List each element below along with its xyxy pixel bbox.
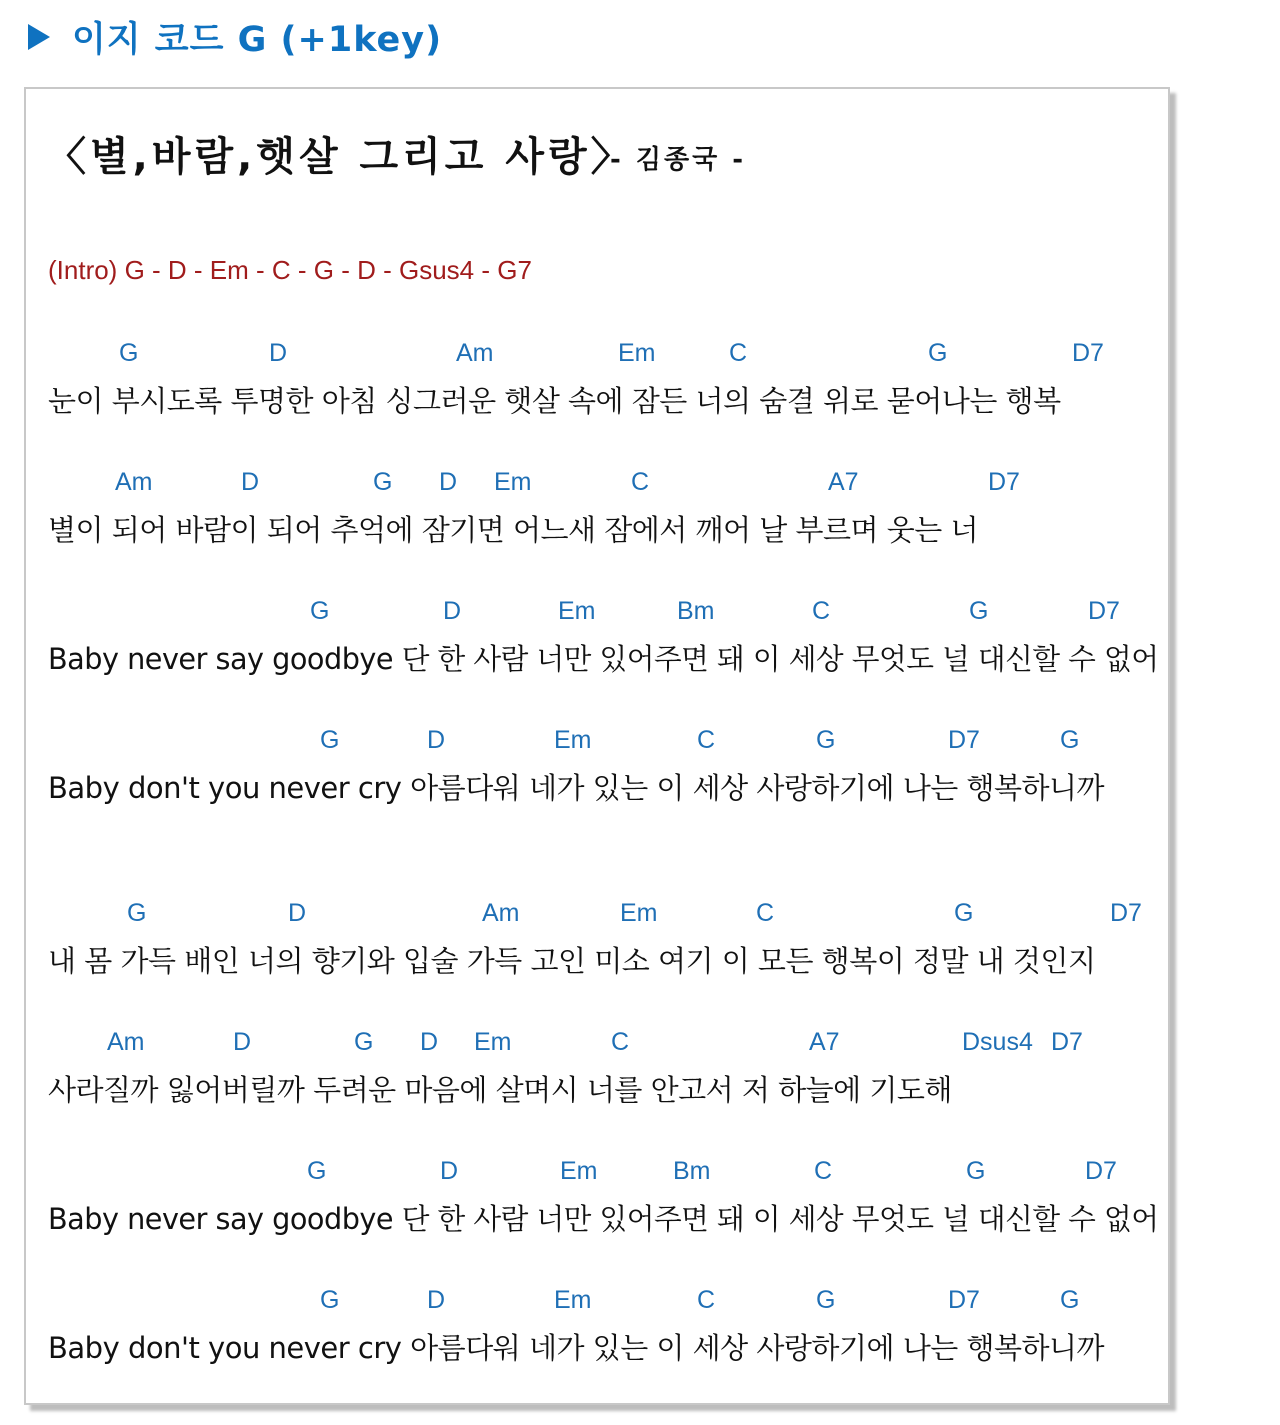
chord-sheet — [24, 87, 1170, 1405]
chord-label: D — [427, 1286, 446, 1314]
chord-label: Em — [554, 726, 592, 754]
chord-label: G — [966, 1157, 986, 1185]
section-title: 이지 코드 G (+1key) — [72, 20, 443, 60]
chord-label: D7 — [948, 1286, 980, 1314]
verse-line — [26, 468, 1168, 568]
chord-label: C — [756, 899, 775, 927]
lyric-text: 눈이 부시도록 투명한 아침 싱그러운 햇살 속에 잠든 너의 숨결 위로 묻어나는 행복 — [48, 384, 1061, 418]
chord-label: Em — [558, 597, 596, 625]
chord-label: C — [814, 1157, 833, 1185]
chord-label: D7 — [1051, 1028, 1083, 1056]
chord-label: D — [427, 726, 446, 754]
verse-line — [26, 1028, 1168, 1128]
verse-line — [26, 339, 1168, 439]
chord-label: C — [697, 726, 716, 754]
chord-label: G — [928, 339, 948, 367]
chord-label: C — [611, 1028, 630, 1056]
chord-label: Em — [494, 468, 532, 496]
chord-label: Dsus4 — [962, 1028, 1033, 1056]
chord-label: D — [269, 339, 288, 367]
chord-label: D — [233, 1028, 252, 1056]
chord-label: D — [440, 1157, 459, 1185]
intro-chords: (Intro) G - D - Em - C - G - D - Gsus4 - G7 — [48, 255, 532, 285]
lyric-text: 별이 되어 바람이 되어 추억에 잠기면 어느새 잠에서 깨어 날 부르며 웃는 너 — [48, 513, 979, 547]
chord-label: D7 — [1085, 1157, 1117, 1185]
song-artist: - 김종국 - — [610, 145, 747, 175]
chord-label: G — [320, 1286, 340, 1314]
chord-label: D — [288, 899, 307, 927]
chord-label: G — [969, 597, 989, 625]
chord-label: G — [127, 899, 147, 927]
chord-label: D7 — [948, 726, 980, 754]
lyric-text: Baby never say goodbye 단 한 사람 너만 있어주면 돼 이 세상 무엇도 널 대신할 수 없어 — [48, 642, 1159, 676]
chord-label: Em — [554, 1286, 592, 1314]
chord-label: D — [439, 468, 458, 496]
chord-label: G — [320, 726, 340, 754]
chord-label: Bm — [677, 597, 715, 625]
lyric-text: Baby don't you never cry 아름다워 네가 있는 이 세상 사랑하기에 나는 행복하니까 — [48, 771, 1105, 805]
chord-label: Em — [560, 1157, 598, 1185]
chord-label: D — [443, 597, 462, 625]
chord-label: A7 — [809, 1028, 840, 1056]
section-header — [28, 12, 442, 62]
chord-label: D7 — [988, 468, 1020, 496]
chord-label: Am — [115, 468, 153, 496]
chord-label: D7 — [1088, 597, 1120, 625]
lyric-text: 사라질까 잃어버릴까 두려운 마음에 살며시 너를 안고서 저 하늘에 기도해 — [48, 1073, 952, 1107]
chord-label: Em — [620, 899, 658, 927]
verse-line — [26, 1286, 1168, 1386]
chord-label: C — [631, 468, 650, 496]
lyric-text: Baby never say goodbye 단 한 사람 너만 있어주면 돼 이 세상 무엇도 널 대신할 수 없어 — [48, 1202, 1159, 1236]
verse-line — [26, 1157, 1168, 1257]
song-title: 〈별,바람,햇살 그리고 사랑〉 — [46, 134, 635, 180]
chord-label: A7 — [828, 468, 859, 496]
lyric-text: 내 몸 가득 배인 너의 향기와 입술 가득 고인 미소 여기 이 모든 행복이 정말 내 것인지 — [48, 944, 1096, 978]
chord-label: G — [816, 1286, 836, 1314]
chord-label: G — [310, 597, 330, 625]
chord-label: G — [816, 726, 836, 754]
chord-label: G — [954, 899, 974, 927]
chord-label: G — [354, 1028, 374, 1056]
chord-label: D — [420, 1028, 439, 1056]
play-triangle-icon — [28, 24, 50, 50]
chord-label: G — [119, 339, 139, 367]
chord-label: C — [812, 597, 831, 625]
chord-label: D7 — [1072, 339, 1104, 367]
verse-line — [26, 597, 1168, 697]
chord-label: D — [241, 468, 260, 496]
lyric-text: Baby don't you never cry 아름다워 네가 있는 이 세상 사랑하기에 나는 행복하니까 — [48, 1331, 1105, 1365]
chord-label: Em — [474, 1028, 512, 1056]
chord-label: G — [373, 468, 393, 496]
chord-label: Am — [456, 339, 494, 367]
chord-label: G — [1060, 1286, 1080, 1314]
chord-label: Bm — [673, 1157, 711, 1185]
chord-label: G — [1060, 726, 1080, 754]
chord-label: D7 — [1110, 899, 1142, 927]
verse-line — [26, 899, 1168, 999]
chord-label: Am — [107, 1028, 145, 1056]
chord-label: C — [697, 1286, 716, 1314]
verse-line — [26, 726, 1168, 826]
chord-label: C — [729, 339, 748, 367]
chord-label: G — [307, 1157, 327, 1185]
chord-label: Em — [618, 339, 656, 367]
chord-label: Am — [482, 899, 520, 927]
